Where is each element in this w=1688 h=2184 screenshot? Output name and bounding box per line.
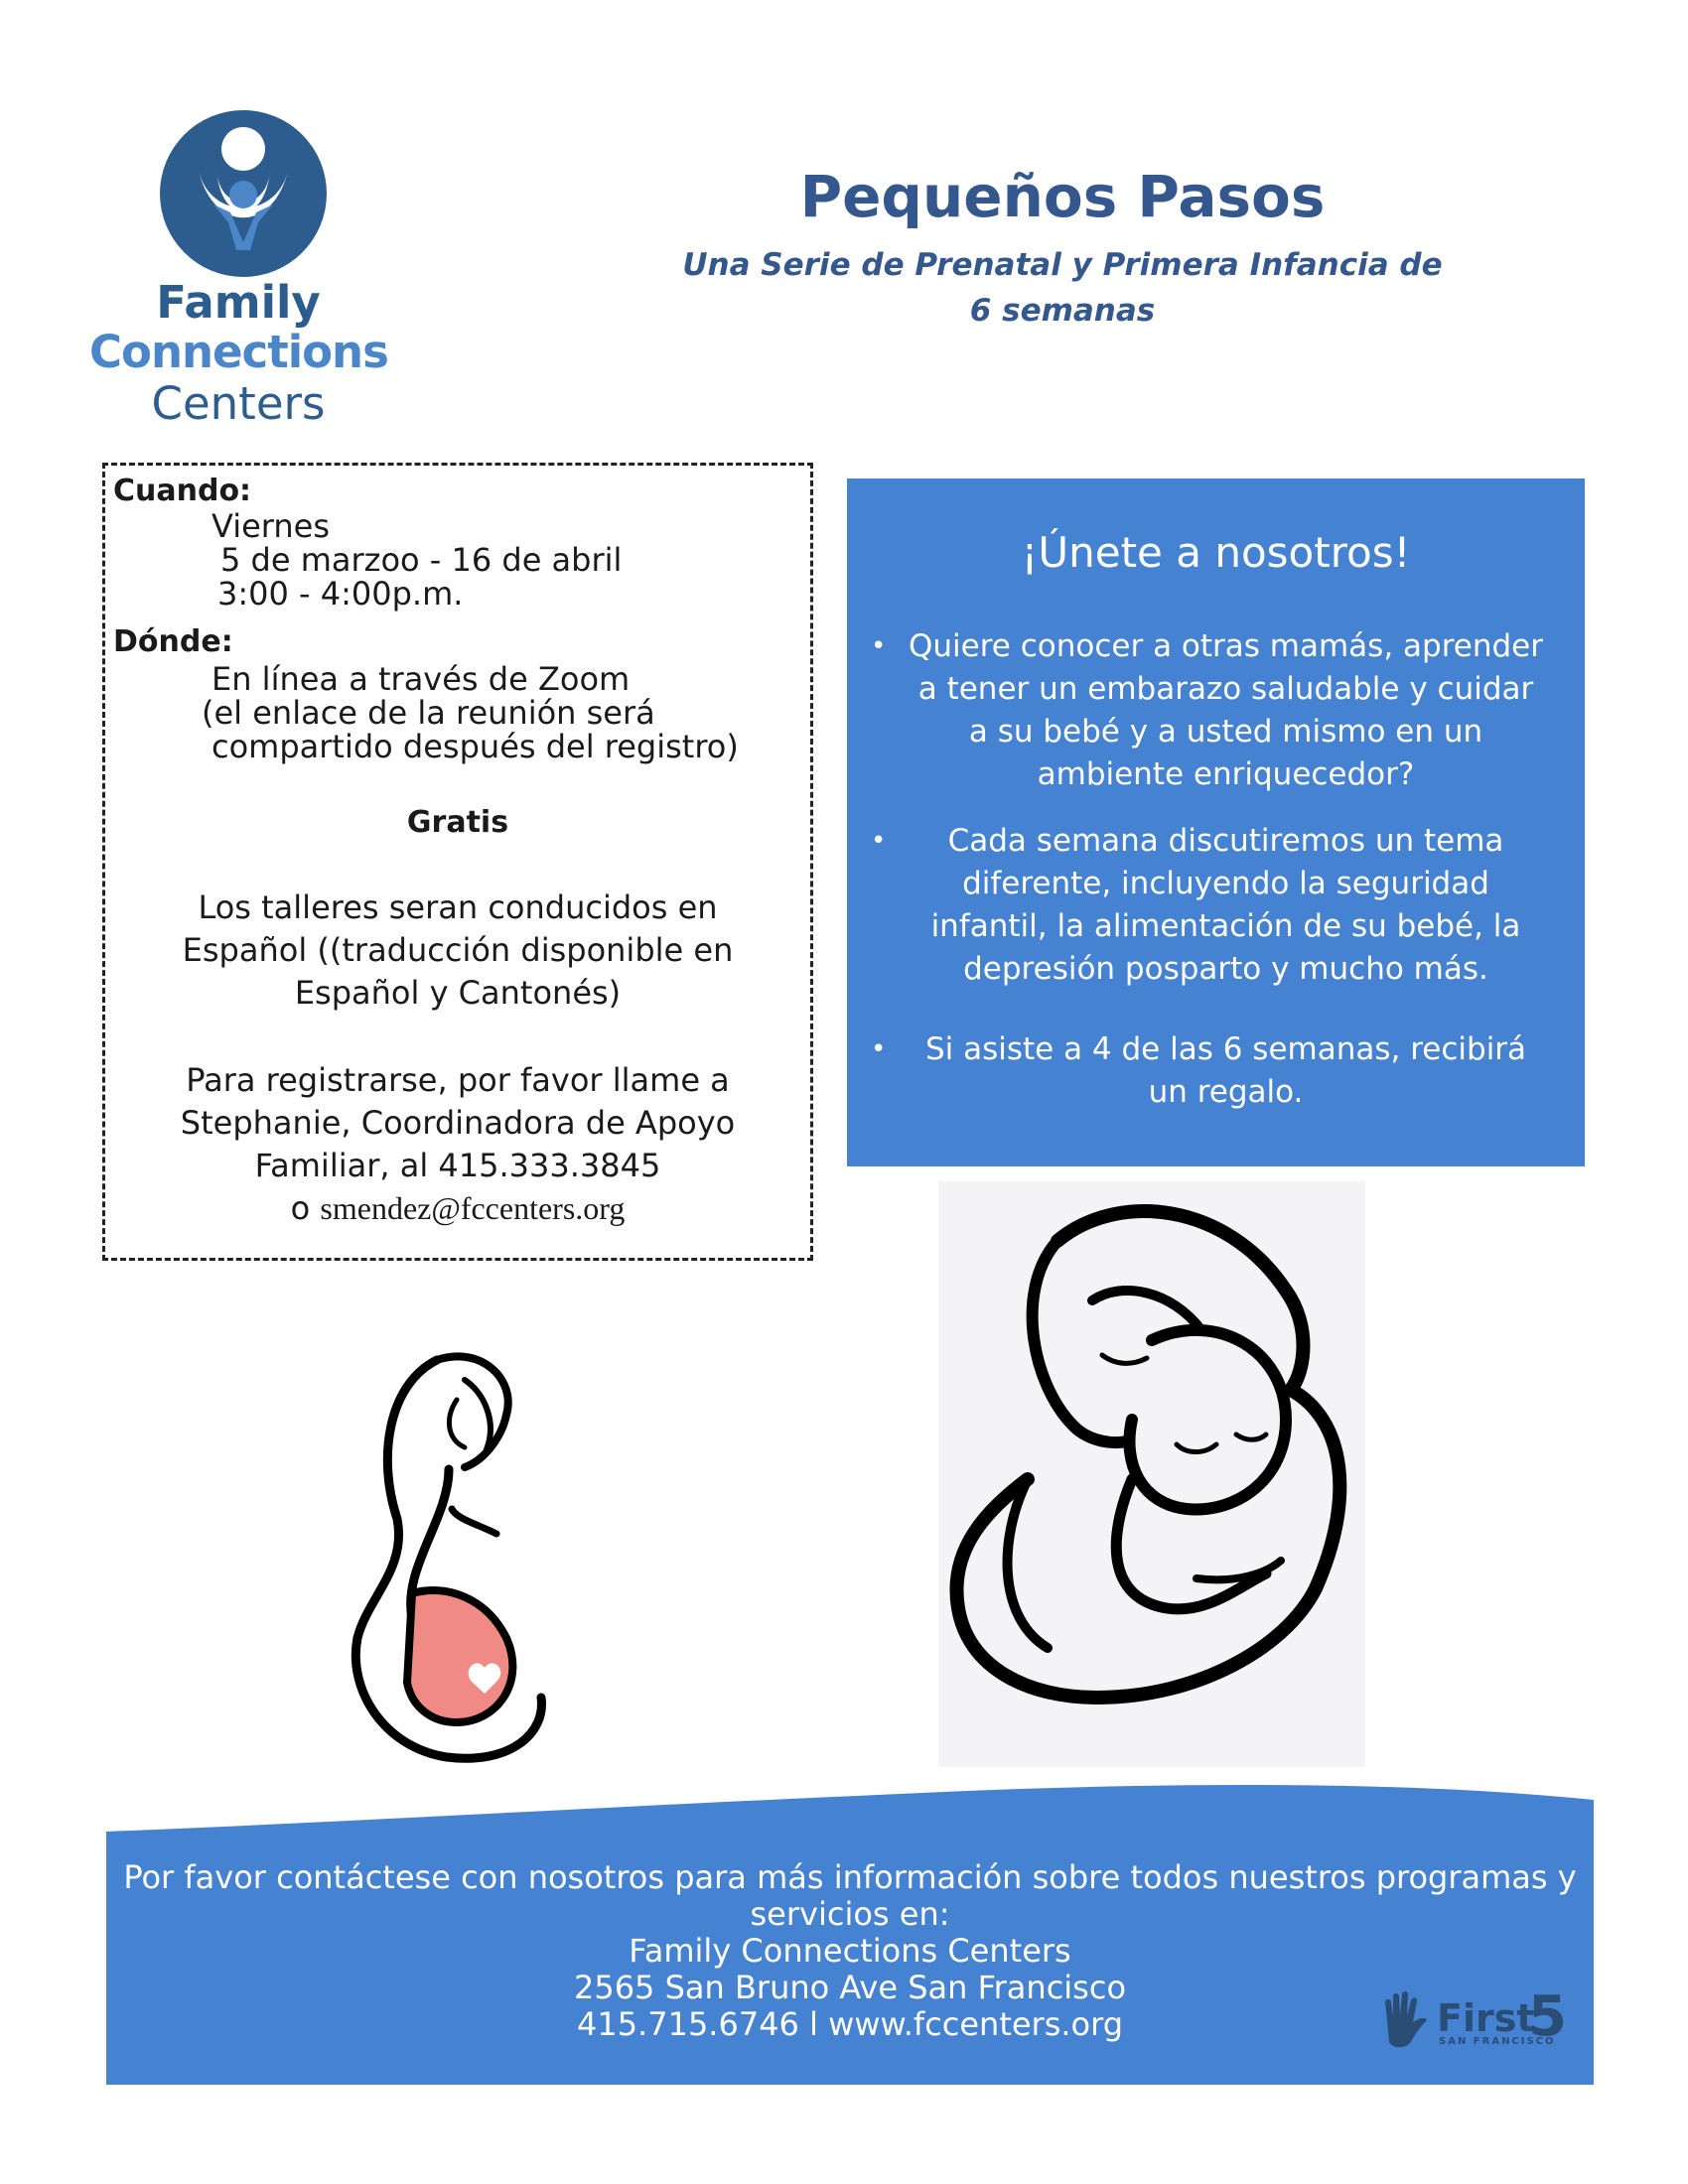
first5-number: 5: [1528, 1984, 1567, 2049]
join-item-3: [847, 1028, 1585, 1114]
logo-word-centers: Centers: [151, 377, 326, 430]
workshop-language-text: [105, 887, 810, 1015]
first5-city: SAN FRANCISCO: [1439, 2036, 1556, 2047]
join-item-1-text: Quiere conocer a otras mamás, aprender a tener un embarazo saludable y cuidar a su bebé y a usted mismo en un ambiente enriquecedor?: [909, 628, 1543, 792]
register-email-link[interactable]: smendez@fccenters.org: [320, 1190, 626, 1226]
footer-line-3: Family Connections Centers: [629, 1932, 1071, 1970]
bullet-icon: •: [871, 826, 887, 856]
where-line-1: En línea a través de Zoom: [211, 660, 631, 698]
workshop-line-3: Español y Cantonés): [294, 974, 622, 1012]
first5-word: First: [1437, 1996, 1535, 2040]
join-title: ¡Únete a nosotros!: [1021, 528, 1411, 577]
bullet-icon: •: [871, 631, 887, 661]
footer-line-1: Por favor contáctese con nosotros para más información sobre todos nuestros programas y: [123, 1858, 1577, 1896]
register-line-3: Familiar, al 415.333.3845: [254, 1147, 661, 1184]
register-line-2: Stephanie, Coordinadora de Apoyo: [180, 1104, 736, 1142]
footer-line-5[interactable]: 415.715.6746 l www.fccenters.org: [576, 2005, 1124, 2043]
footer-line-2: servicios en:: [750, 1895, 950, 1933]
subtitle-line-1: Una Serie de Prenatal y Primera Infancia de: [682, 247, 1443, 283]
pregnant-woman-illustration: [338, 1340, 576, 1767]
family-connections-logo: [89, 109, 387, 437]
where-label: Dónde:: [113, 624, 233, 659]
contact-footer: [106, 1782, 1594, 2085]
join-item-3-text: Si asiste a 4 de las 6 semanas, recibirá un regalo.: [924, 1031, 1527, 1110]
join-item-2-text: Cada semana discutiremos un tema diferente, incluyendo la seguridad infantil, la alimentación de su bebé, la depresión posparto y mucho más.: [930, 823, 1521, 987]
workshop-line-1: Los talleres seran conducidos en: [198, 888, 718, 926]
register-line-4: [105, 1187, 810, 1230]
join-us-panel: [847, 478, 1585, 1166]
where-line-3: compartido después del registro): [211, 728, 739, 765]
footer-contact-text: [106, 1859, 1594, 2043]
when-time: 3:00 - 4:00p.m.: [217, 575, 464, 613]
subtitle-line-2: 6 semanas: [969, 293, 1156, 329]
where-line-2: (el enlace de la reunión será: [202, 694, 655, 732]
logo-word-connections: Connections: [89, 326, 388, 378]
first5-logo: [1377, 1984, 1586, 2050]
mother-baby-illustration: [938, 1181, 1365, 1767]
event-details-box: [102, 463, 813, 1261]
hand-icon: [1377, 1990, 1433, 2050]
bullet-icon: •: [871, 1034, 887, 1064]
family-logo-icon: [159, 109, 328, 278]
when-label: Cuando:: [113, 474, 252, 508]
join-item-2: [847, 820, 1585, 991]
join-item-1: [847, 625, 1585, 796]
registration-text: [105, 1059, 810, 1230]
footer-line-4: 2565 San Bruno Ave San Francisco: [573, 1969, 1127, 2006]
join-benefits-list: [847, 625, 1585, 1114]
workshop-line-2: Español ((traducción disponible en: [182, 931, 734, 969]
logo-word-family: Family: [156, 276, 321, 329]
register-prefix: o: [290, 1189, 321, 1227]
price-label: Gratis: [406, 805, 509, 840]
page-subtitle: [616, 242, 1509, 334]
page-title: Pequeños Pasos: [799, 163, 1326, 230]
when-day: Viernes: [211, 507, 330, 545]
register-line-1: Para registrarse, por favor llame a: [186, 1061, 730, 1099]
when-dates: 5 de marzoo - 16 de abril: [220, 541, 623, 579]
